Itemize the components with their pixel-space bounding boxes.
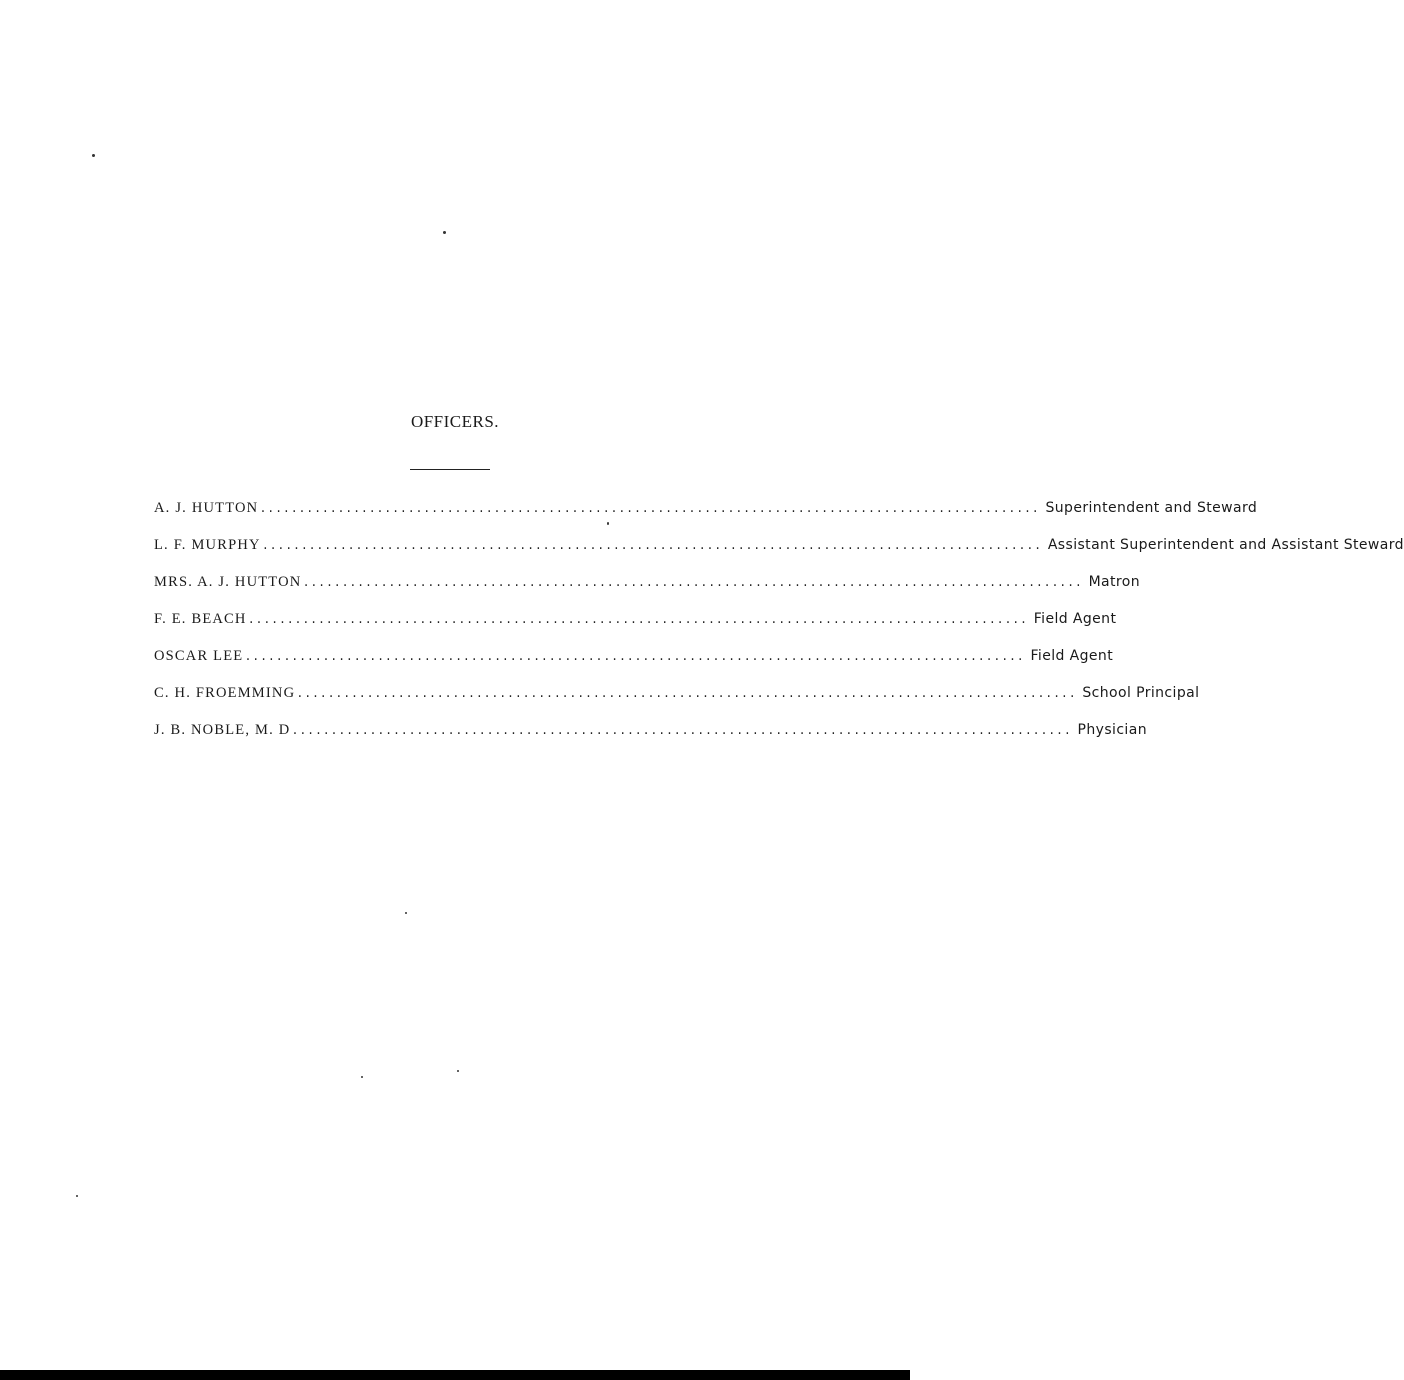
page-title: OFFICERS.	[410, 412, 500, 431]
scan-edge-bar	[0, 1370, 910, 1380]
officer-name: A. J. HUTTON	[154, 500, 259, 516]
officer-name: MRS. A. J. HUTTON	[154, 574, 302, 590]
officer-title: Physician	[1077, 722, 1147, 738]
officer-name: OSCAR LEE	[154, 648, 244, 664]
officer-row	[154, 500, 1258, 537]
dot-leader: ....................................................................................................	[296, 687, 1077, 701]
speck-mark	[443, 231, 446, 234]
speck-mark	[92, 154, 95, 157]
dot-leader: ....................................................................................................	[291, 724, 1072, 738]
officer-row	[154, 537, 1404, 574]
officer-title: Assistant Superintendent and Assistant Steward	[1047, 537, 1404, 553]
officers-list	[154, 500, 1404, 759]
title-rule	[410, 469, 490, 470]
speck-mark	[405, 912, 407, 914]
officer-name: C. H. FROEMMING	[154, 685, 296, 701]
officer-title: Field Agent	[1030, 648, 1114, 664]
officer-name: L. F. MURPHY	[154, 537, 261, 553]
dot-leader: ....................................................................................................	[244, 650, 1025, 664]
dot-leader: ....................................................................................................	[259, 502, 1040, 516]
dot-leader: ....................................................................................................	[247, 613, 1028, 627]
officer-row	[154, 722, 1147, 759]
speck-mark	[76, 1195, 78, 1197]
officer-row	[154, 611, 1117, 648]
officer-name: F. E. BEACH	[154, 611, 247, 627]
officer-title: Matron	[1088, 574, 1140, 590]
officer-title: School Principal	[1082, 685, 1200, 701]
officer-title: Superintendent and Steward	[1045, 500, 1258, 516]
officer-name: J. B. NOBLE, M. D	[154, 722, 291, 738]
officer-title: Field Agent	[1033, 611, 1117, 627]
speck-mark	[457, 1070, 459, 1072]
dot-leader: ....................................................................................................	[302, 576, 1083, 590]
speck-mark	[361, 1076, 363, 1078]
officer-row	[154, 574, 1140, 611]
officer-row	[154, 685, 1200, 722]
officer-row	[154, 648, 1114, 685]
dot-leader: ....................................................................................................	[261, 539, 1042, 553]
